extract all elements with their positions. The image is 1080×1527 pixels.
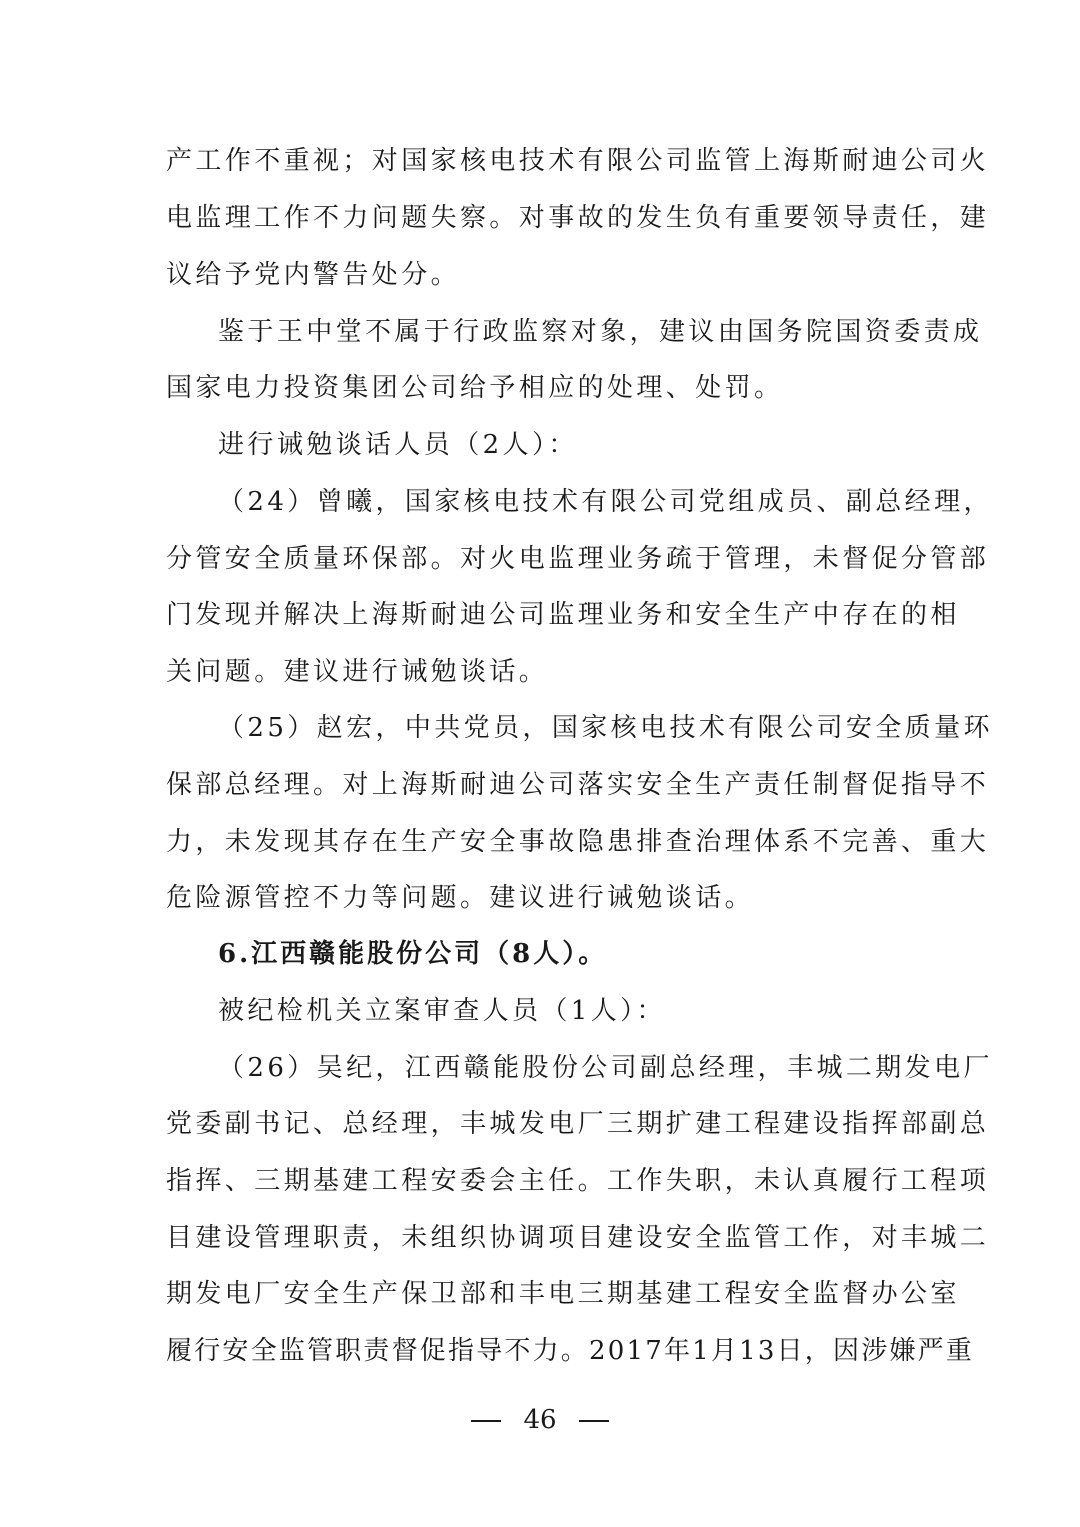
text-line-7: （24）曾曦，国家核电技术有限公司党组成员、副总经理， [218, 487, 993, 517]
text-line-11: （25）赵宏，中共党员，国家核电技术有限公司安全质量环 [218, 713, 993, 743]
text-line-21: 期发电厂安全生产保卫部和丰电三期基建工程安全监督办公室 [166, 1279, 960, 1309]
text-line-2: 电监理工作不力问题失察。对事故的发生负有重要领导责任，建 [166, 203, 990, 233]
page-number-dash-right [579, 1420, 609, 1422]
section-heading: 6.江西赣能股份公司（8人）。 [218, 939, 608, 969]
text-line-1: 产工作不重视；对国家核电技术有限公司监管上海斯耐迪公司火 [166, 146, 990, 176]
text-line-10: 关问题。建议进行诫勉谈话。 [166, 657, 549, 687]
text-line-20: 目建设管理职责，未组织协调项目建设安全监管工作，对丰城二 [166, 1223, 990, 1253]
text-line-9: 门发现并解决上海斯耐迪公司监理业务和安全生产中存在的相 [166, 600, 960, 630]
text-line-16: 被纪检机关立案审查人员（1人）： [218, 996, 666, 1026]
text-line-17: （26）吴纪，江西赣能股份公司副总经理，丰城二期发电厂 [218, 1053, 993, 1083]
text-line-22: 履行安全监管职责督促指导不力。2017年1月13日，因涉嫌严重 [166, 1336, 974, 1366]
page-number [0, 1403, 1080, 1437]
text-line-18: 党委副书记、总经理，丰城发电厂三期扩建工程建设指挥部副总 [166, 1109, 990, 1139]
page-number-dash-left [471, 1420, 501, 1422]
text-line-13: 力，未发现其存在生产安全事故隐患排查治理体系不完善、重大 [166, 827, 990, 857]
text-line-3: 议给予党内警告处分。 [166, 260, 461, 290]
text-line-6: 进行诫勉谈话人员（2人）： [218, 430, 578, 460]
text-line-19: 指挥、三期基建工程安委会主任。工作失职，未认真履行工程项 [166, 1166, 990, 1196]
text-line-4: 鉴于王中堂不属于行政监察对象，建议由国务院国资委责成 [218, 317, 983, 347]
text-line-12: 保部总经理。对上海斯耐迪公司落实安全生产责任制督促指导不 [166, 770, 990, 800]
text-line-14: 危险源管控不力等问题。建议进行诫勉谈话。 [166, 883, 755, 913]
text-line-8: 分管安全质量环保部。对火电监理业务疏于管理，未督促分管部 [166, 544, 990, 574]
text-line-5: 国家电力投资集团公司给予相应的处理、处罚。 [166, 373, 784, 403]
page-number-value: 46 [523, 1405, 557, 1435]
